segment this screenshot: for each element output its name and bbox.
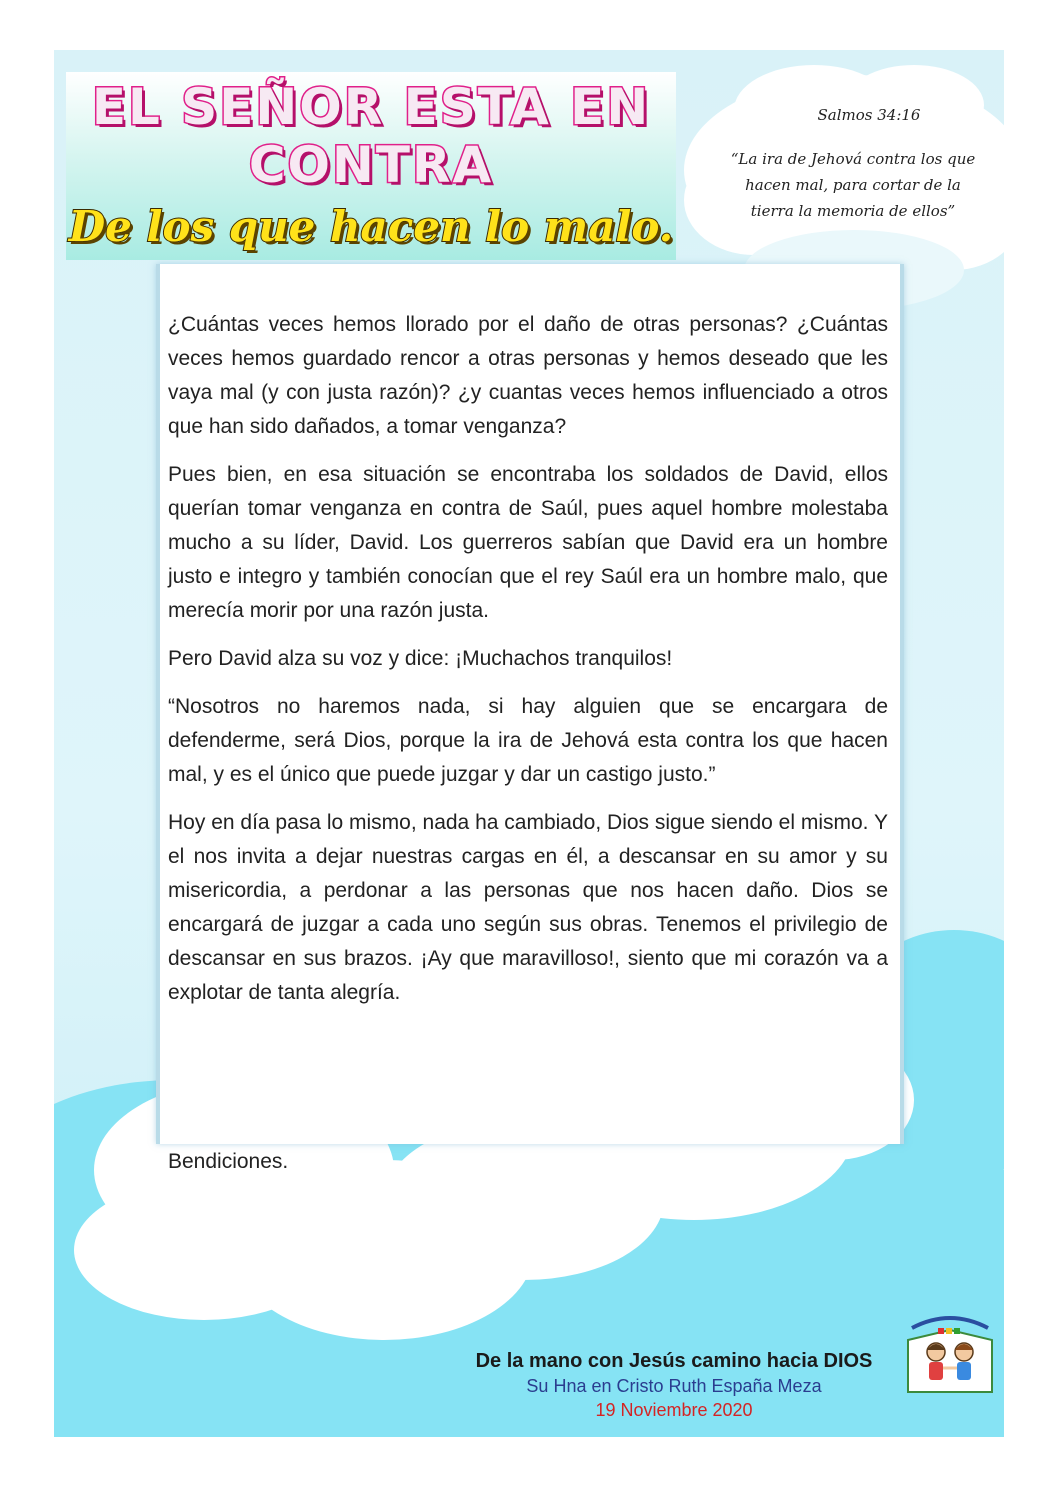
page-subtitle: De los que hacen lo malo. xyxy=(68,202,674,251)
paragraph-1: ¿Cuántas veces hemos llorado por el daño de otras personas? ¿Cuántas veces hemos guardado rencor a otras personas y hemos deseado que les vaya mal (y con justa razón)? ¿y cuantas veces hemos influenciado a otros que han sido dañados, a tomar venganza? xyxy=(168,313,888,438)
paragraph-2: Pues bien, en esa situación se encontraba los soldados de David, ellos querían tomar venganza en contra de Saúl, pues aquel hombre molestaba mucho a su líder, David. Los guerreros sabían que David era un hombre justo e integro y también conocían que el rey Saúl era un hombre malo, que merecía morir por una razón justa. xyxy=(168,463,888,622)
title-banner xyxy=(66,72,676,260)
footer-ministry: De la mano con Jesús camino hacia DIOS xyxy=(475,1350,873,1372)
footer-author: Su Hna en Cristo Ruth España Meza xyxy=(526,1376,822,1396)
closing-text: Bendiciones. xyxy=(168,1150,289,1173)
document-page xyxy=(54,50,1004,1437)
children-logo-icon xyxy=(900,1300,1000,1400)
body-text xyxy=(168,308,888,1024)
footer-date: 19 Noviembre 2020 xyxy=(595,1400,753,1420)
page-title-line1: EL SEÑOR ESTA EN xyxy=(91,78,651,136)
verse-reference: Salmos 34:16 xyxy=(817,106,921,124)
paragraph-4: “Nosotros no haremos nada, si hay alguien que se encargara de defenderme, será Dios, porque la ira de Jehová esta contra los que hacen mal, y es el único que puede juzgar y dar un castigo justo.” xyxy=(168,695,888,786)
paragraph-5: Hoy en día pasa lo mismo, nada ha cambiado, Dios sigue siendo el mismo. Y el nos invita a dejar nuestras cargas en él, a descansar en su amor y su misericordia, a perdonar a las personas que nos hacen daño. Dios se encargará de juzgar a cada uno según sus obras. Tenemos el privilegio de descansar en sus brazos. ¡Ay que maravilloso!, siento que mi corazón va a explotar de tanta alegría. xyxy=(168,811,888,1004)
paragraph-3: Pero David alza su voz y dice: ¡Muchachos tranquilos! xyxy=(168,647,673,670)
verse-quote: “La ira de Jehová contra los que hacen mal, para cortar de la tierra la memoria de ellos” xyxy=(730,150,976,220)
page-title-line2: CONTRA xyxy=(248,136,494,194)
